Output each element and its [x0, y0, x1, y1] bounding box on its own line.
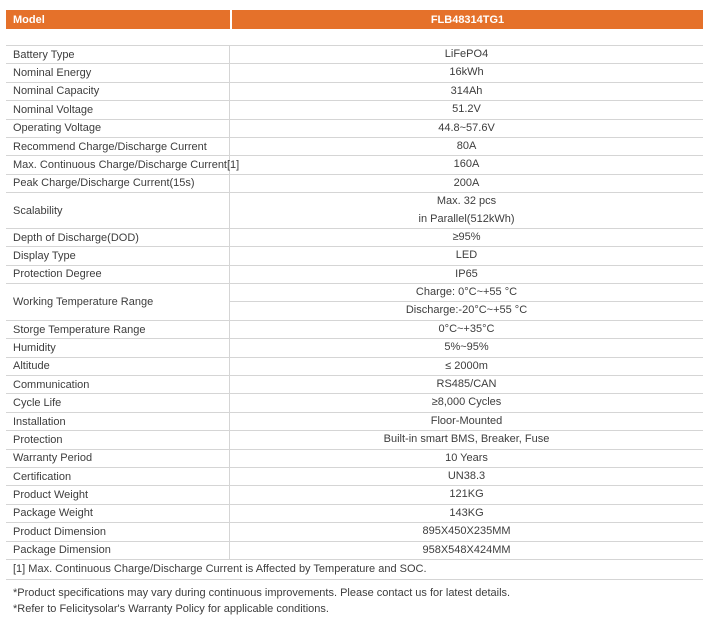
spec-row [6, 394, 703, 412]
spec-value [230, 156, 703, 173]
spec-label: Working Temperature Range [6, 284, 230, 320]
spec-row [6, 64, 703, 82]
header-model-value: FLB48314TG1 [232, 10, 703, 29]
spec-value [230, 486, 703, 503]
spec-value-line: 44.8~57.6V [438, 121, 495, 134]
spec-value-line: RS485/CAN [436, 378, 497, 391]
table-footnote: [1] Max. Continuous Charge/Discharge Current is Affected by Temperature and SOC. [6, 560, 703, 580]
spec-value [230, 46, 703, 63]
spec-value-line: Floor-Mounted [430, 414, 503, 427]
spec-label: Display Type [6, 247, 230, 264]
spec-row [6, 46, 703, 64]
spec-value [230, 138, 703, 155]
spec-label: Installation [6, 413, 230, 430]
spec-value [230, 468, 703, 485]
spec-value-line: UN38.3 [447, 469, 486, 482]
spec-row [6, 413, 703, 431]
spec-value-line: 80A [456, 139, 477, 152]
spec-row [6, 431, 703, 449]
spec-row [6, 339, 703, 357]
spec-value [230, 376, 703, 393]
spec-value [230, 542, 703, 559]
spec-value-line: Max. 32 pcs [436, 195, 497, 208]
spec-value [230, 64, 703, 81]
spec-value [230, 505, 703, 522]
spec-label: Nominal Energy [6, 64, 230, 81]
header-model-label: Model [6, 10, 230, 29]
spec-value [230, 523, 703, 540]
spec-label: Depth of Discharge(DOD) [6, 229, 230, 246]
spec-row [6, 156, 703, 174]
spec-value [230, 284, 703, 320]
spec-row [6, 175, 703, 193]
spec-value-line: ≥8,000 Cycles [431, 396, 502, 409]
spec-label: Protection [6, 431, 230, 448]
spec-label: Recommend Charge/Discharge Current [6, 138, 230, 155]
spec-value-line: IP65 [455, 267, 478, 280]
spec-value-line: in Parallel(512kWh) [418, 212, 515, 225]
spec-value-line: Charge: 0°C~+55 °C [230, 284, 703, 302]
spec-label: Peak Charge/Discharge Current(15s) [6, 175, 230, 192]
spec-value-line: 121KG [449, 488, 484, 501]
spec-value-line: 10 Years [445, 451, 488, 464]
spec-value [230, 175, 703, 192]
spec-value-line: 958X548X424MM [422, 543, 511, 556]
spec-value [230, 394, 703, 411]
spec-label: Communication [6, 376, 230, 393]
spec-value-line: ≥95% [452, 230, 481, 243]
spec-value [230, 193, 703, 228]
spec-value [230, 83, 703, 100]
spec-value-line: Discharge:-20°C~+55 °C [405, 304, 528, 317]
spec-value [230, 358, 703, 375]
spec-label: Package Dimension [6, 542, 230, 559]
spec-label: Nominal Capacity [6, 83, 230, 100]
spec-label: Product Dimension [6, 523, 230, 540]
spec-label: Storge Temperature Range [6, 321, 230, 338]
spec-value [230, 339, 703, 356]
spec-value [230, 413, 703, 430]
spec-label: Battery Type [6, 46, 230, 63]
disclaimer-note: *Product specifications may vary during continuous improvements. Please contact us for latest details. [13, 586, 511, 599]
spec-value [230, 266, 703, 283]
spec-row [6, 542, 703, 560]
spec-value-line: 143KG [449, 506, 484, 519]
spec-label: Max. Continuous Charge/Discharge Current[1] [6, 156, 230, 173]
spec-row [6, 284, 703, 321]
spec-value-line: LED [455, 249, 478, 262]
spec-row [6, 450, 703, 468]
disclaimer-note: *Refer to Felicitysolar's Warranty Policy for applicable conditions. [13, 603, 329, 616]
spec-row [6, 505, 703, 523]
spec-label: Product Weight [6, 486, 230, 503]
spec-label: Operating Voltage [6, 120, 230, 137]
spec-row [6, 247, 703, 265]
spec-value-line: 16kWh [449, 66, 484, 79]
spec-value [230, 247, 703, 264]
spec-value [230, 120, 703, 137]
spec-value-line: 0°C~+35°C [438, 322, 495, 335]
spec-label: Humidity [6, 339, 230, 356]
spec-row [6, 138, 703, 156]
spec-row [6, 101, 703, 119]
spec-sheet [6, 10, 703, 618]
spec-row [6, 321, 703, 339]
spec-label: Altitude [6, 358, 230, 375]
spec-value-line: 200A [453, 176, 480, 189]
spec-row [6, 120, 703, 138]
spec-value [230, 101, 703, 118]
spec-row [6, 523, 703, 541]
spec-value [230, 431, 703, 448]
spec-row [6, 229, 703, 247]
spec-label: Warranty Period [6, 450, 230, 467]
spec-label: Protection Degree [6, 266, 230, 283]
spec-label: Cycle Life [6, 394, 230, 411]
spec-label: Package Weight [6, 505, 230, 522]
spec-value-line: Built-in smart BMS, Breaker, Fuse [383, 433, 550, 446]
spec-value [230, 321, 703, 338]
spec-value-line: ≤ 2000m [445, 359, 488, 372]
spec-row [6, 358, 703, 376]
spec-value-line: 160A [453, 158, 480, 171]
spec-row [6, 83, 703, 101]
spec-label: Scalability [6, 193, 230, 228]
spec-value [230, 450, 703, 467]
spec-value-line: LiFePO4 [444, 48, 489, 60]
spec-row [6, 486, 703, 504]
spec-value-line: 895X450X235MM [422, 525, 511, 538]
spec-label: Certification [6, 468, 230, 485]
spec-row [6, 376, 703, 394]
spec-row [6, 266, 703, 284]
spec-value-line: 5%~95% [444, 341, 489, 354]
spec-row [6, 193, 703, 229]
spec-row [6, 468, 703, 486]
spec-table [6, 45, 703, 560]
spec-label: Nominal Voltage [6, 101, 230, 118]
spec-value-line: 51.2V [452, 103, 481, 116]
table-header [6, 10, 703, 29]
disclaimer-notes [6, 585, 703, 618]
spec-value-line: 314Ah [450, 84, 483, 97]
spec-value [230, 229, 703, 246]
